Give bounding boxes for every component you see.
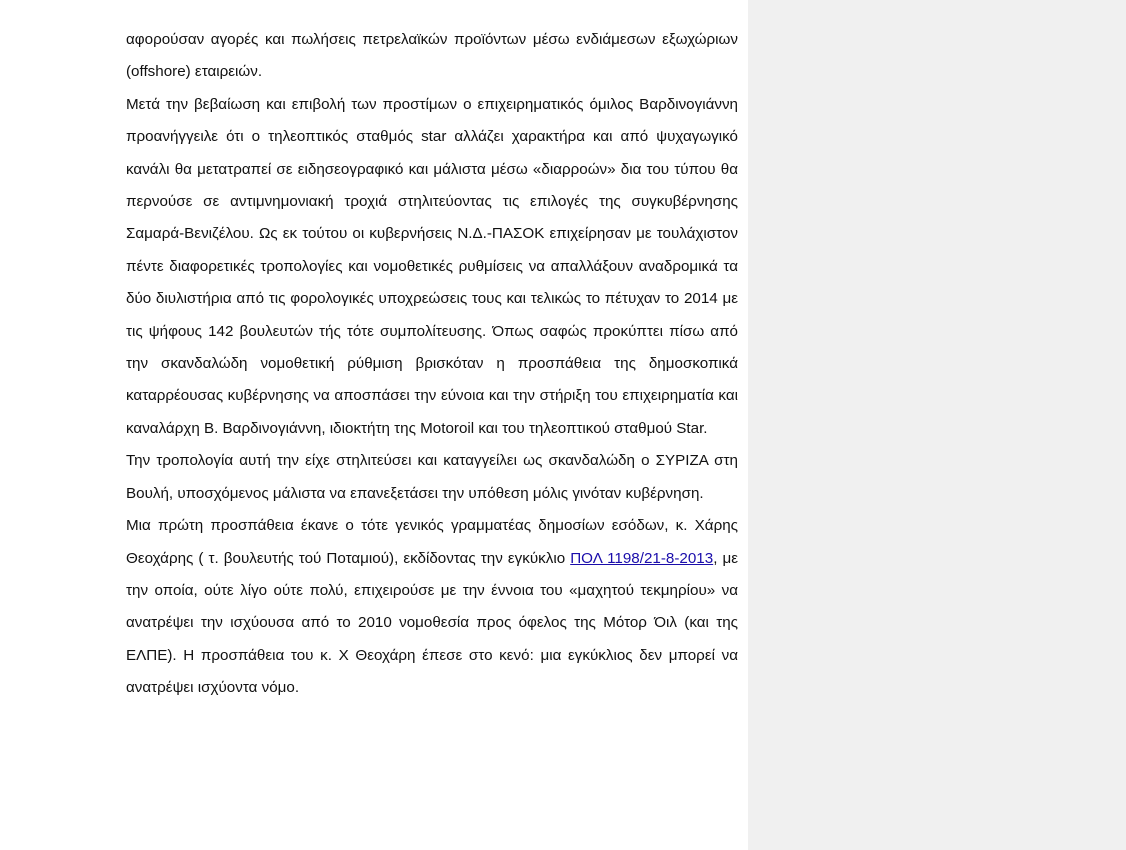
paragraph-syriza: Την τροπολογία αυτή την είχε στηλιτεύσει και καταγγείλει ως σκανδαλώδη ο ΣΥΡΙΖΑ στη Βουλή, υποσχόμενος μάλιστα να επανεξετάσει την υπόθεση μόλις γινόταν κυβέρνηση.: [126, 452, 738, 502]
paragraph-circular-text-end: , με την οποία, ούτε λίγο ούτε πολύ, επιχειρούσε με την έννοια του «μαχητού τεκμηρίου» να ανατρέψει την ισχύουσα από το 2010 νομοθεσία προς όφελος της Μότορ Όιλ (και της ΕΛΠΕ). Η προσπάθεια του κ. Χ Θεοχάρη έπεσε στο κενό: μια εγκύκλιος δεν μπορεί να ανατρέψει ισχύοντα νόμο.: [126, 549, 738, 697]
paragraph-fines: Μετά την βεβαίωση και επιβολή των προστίμων ο επιχειρηματικός όμιλος Βαρδινογιάννη προανήγγειλε ότι ο τηλεοπτικός σταθμός star αλλάζει χαρακτήρα και από ψυχαγωγικό κανάλι θα μετατραπεί σε ειδησεογραφικό και μάλιστα μέσω «διαρροών» δια του τύπου θα περνούσε σε αντιμνημονιακή τροχιά στηλιτεύοντας τις επιλογές της συγκυβέρνησης Σαμαρά-Βενιζέλου. Ως εκ τούτου οι κυβερνήσεις Ν.Δ.-ΠΑΣΟΚ επιχείρησαν με τουλάχιστον πέντε διαφορετικές τροπολογίες και νομοθετικές ρυθμίσεις να απαλλάξουν αναδρομικά τα δύο διυλιστήρια από τις φορολογικές υποχρεώσεις τους και τελικώς το πέτυχαν το 2014 με τις ψήφους 142 βουλευτών τής τότε συμπολίτευσης. Όπως σαφώς προκύπτει πίσω από την σκανδαλώδη νομοθετική ρύθμιση βρισκόταν η προσπάθεια της δημοσκοπικά καταρρέουσας κυβέρνησης να αποσπάσει την εύνοια και την στήριξη του επιχειρηματία και καναλάρχη Β. Βαρδινογιάννη, ιδιοκτήτη της Motoroil και του τηλεοπτικού σταθμού Star.: [126, 95, 738, 437]
document-text: [126, 24, 738, 705]
paragraph-circular-text-start: Μια πρώτη προσπάθεια έκανε ο τότε γενικός γραμματέας δημοσίων εσόδων, κ. Χάρης Θεοχάρης ( τ. βουλευτής τού Ποταμιού), εκδίδοντας την εγκύκλιο: [126, 517, 738, 567]
side-panel: [748, 0, 1126, 850]
pol-circular-link[interactable]: ΠΟΛ 1198/21-8-2013: [570, 549, 714, 567]
paragraph-offshore: αφορούσαν αγορές και πωλήσεις πετρελαϊκών προϊόντων μέσω ενδιάμεσων εξωχώριων (offshore) εταιρειών.: [126, 31, 738, 81]
paragraph-circular: [126, 510, 738, 704]
